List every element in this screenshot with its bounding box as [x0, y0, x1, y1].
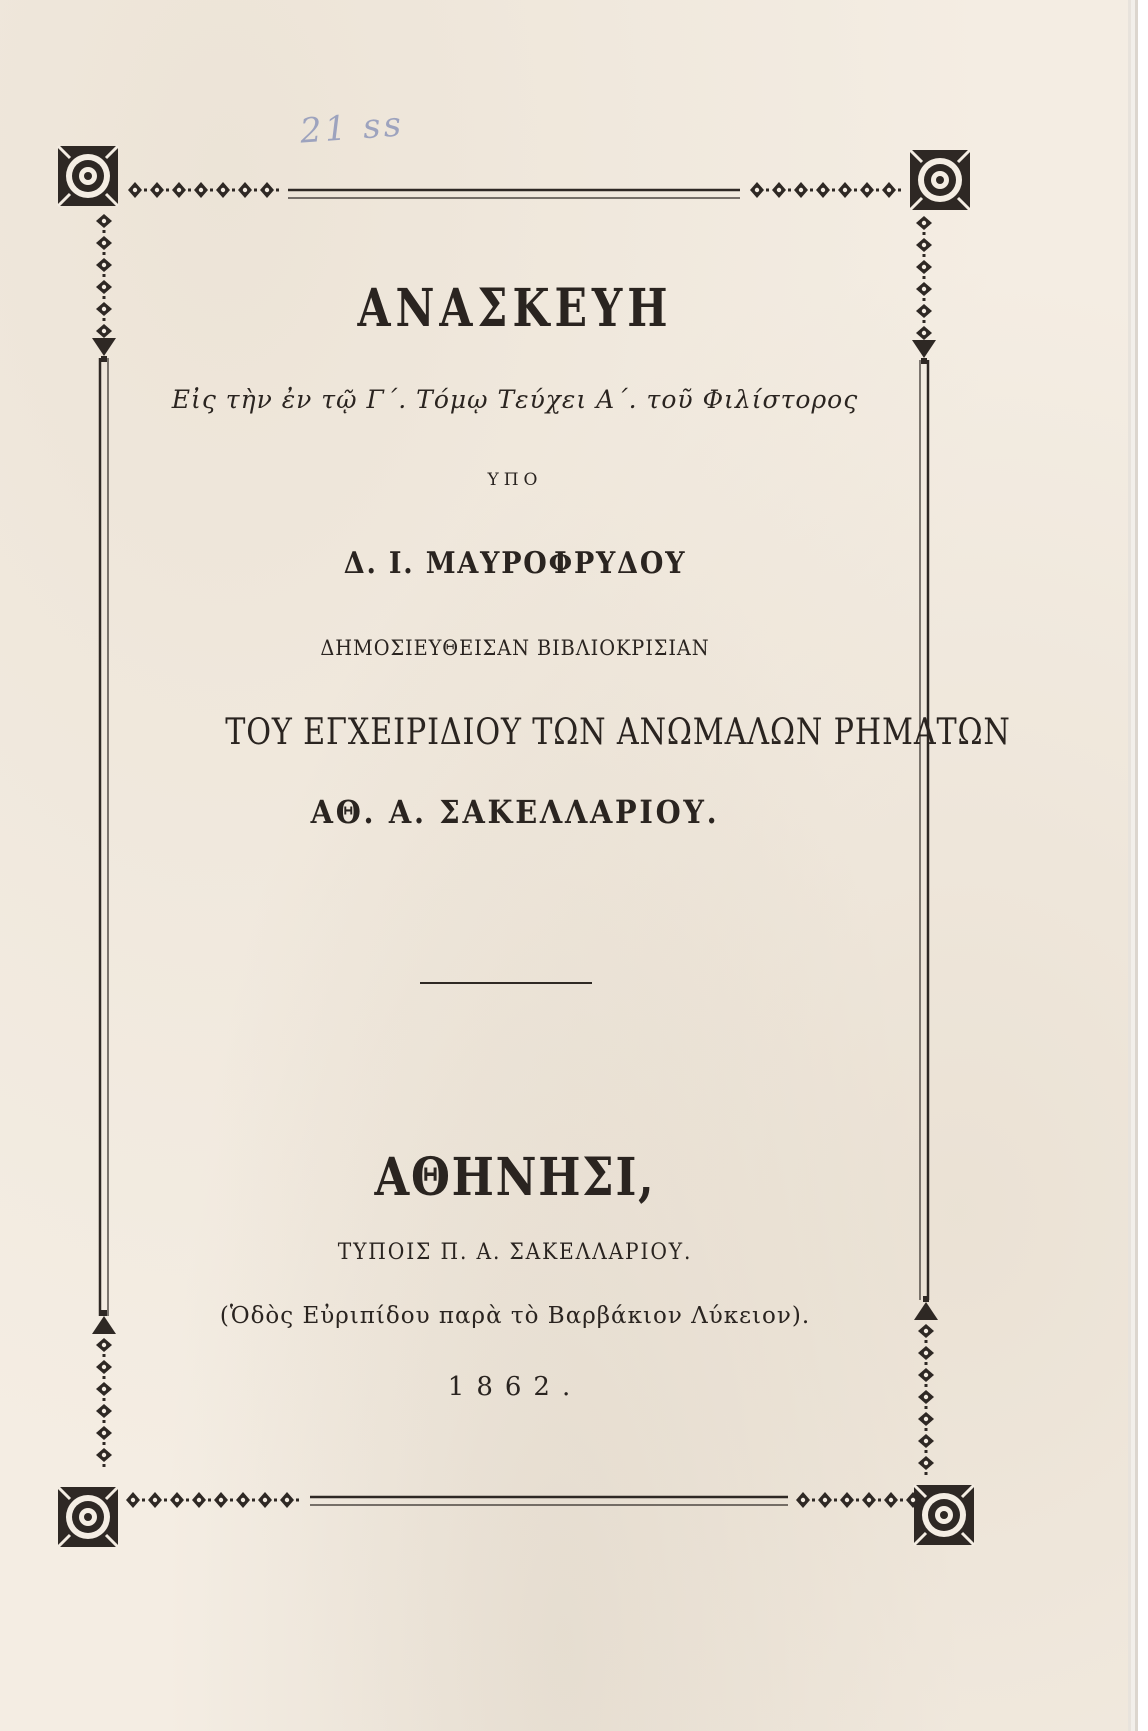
printer-line: ΤΥΠΟΙΣ Π. Α. ΣΑΚΕΛΛΑΡΙΟΥ.: [337, 1240, 693, 1265]
manual-title: ΤΟΥ ΕΓΧΕΙΡΙΔΙΟΥ ΤΩΝ ΑΝΩΜΑΛΩΝ ΡΗΜΑΤΩΝ: [225, 712, 1011, 753]
handwritten-note: 21 ss: [298, 104, 406, 152]
subtitle: Εἰς τὴν ἐν τῷ Γ΄. Τόμῳ Τεύχει Α΄. τοῦ Φιλίστορος: [171, 385, 859, 414]
main-title: ΑΝΑΣΚΕΥΗ: [357, 278, 673, 339]
publication-year: 1862.: [447, 1372, 583, 1402]
manual-author: ΑΘ. Α. ΣΑΚΕΛΛΑΡΙΟΥ.: [310, 793, 720, 831]
author-name: Δ. Ι. ΜΑΥΡΟΦΡΥΔΟΥ: [343, 546, 687, 581]
place-of-publication: ΑΘΗΝΗΣΙ,: [374, 1147, 656, 1208]
by-label: ΥΠΟ: [487, 470, 543, 490]
printer-address: (Ὁδὸς Εὐριπίδου παρὰ τὸ Βαρβάκιον Λύκειον).: [219, 1303, 811, 1329]
section-divider: [420, 982, 592, 984]
published-review-line: ΔΗΜΟΣΙΕΥΘΕΙΣΑΝ ΒΙΒΛΙΟΚΡΙΣΙΑΝ: [320, 636, 710, 660]
